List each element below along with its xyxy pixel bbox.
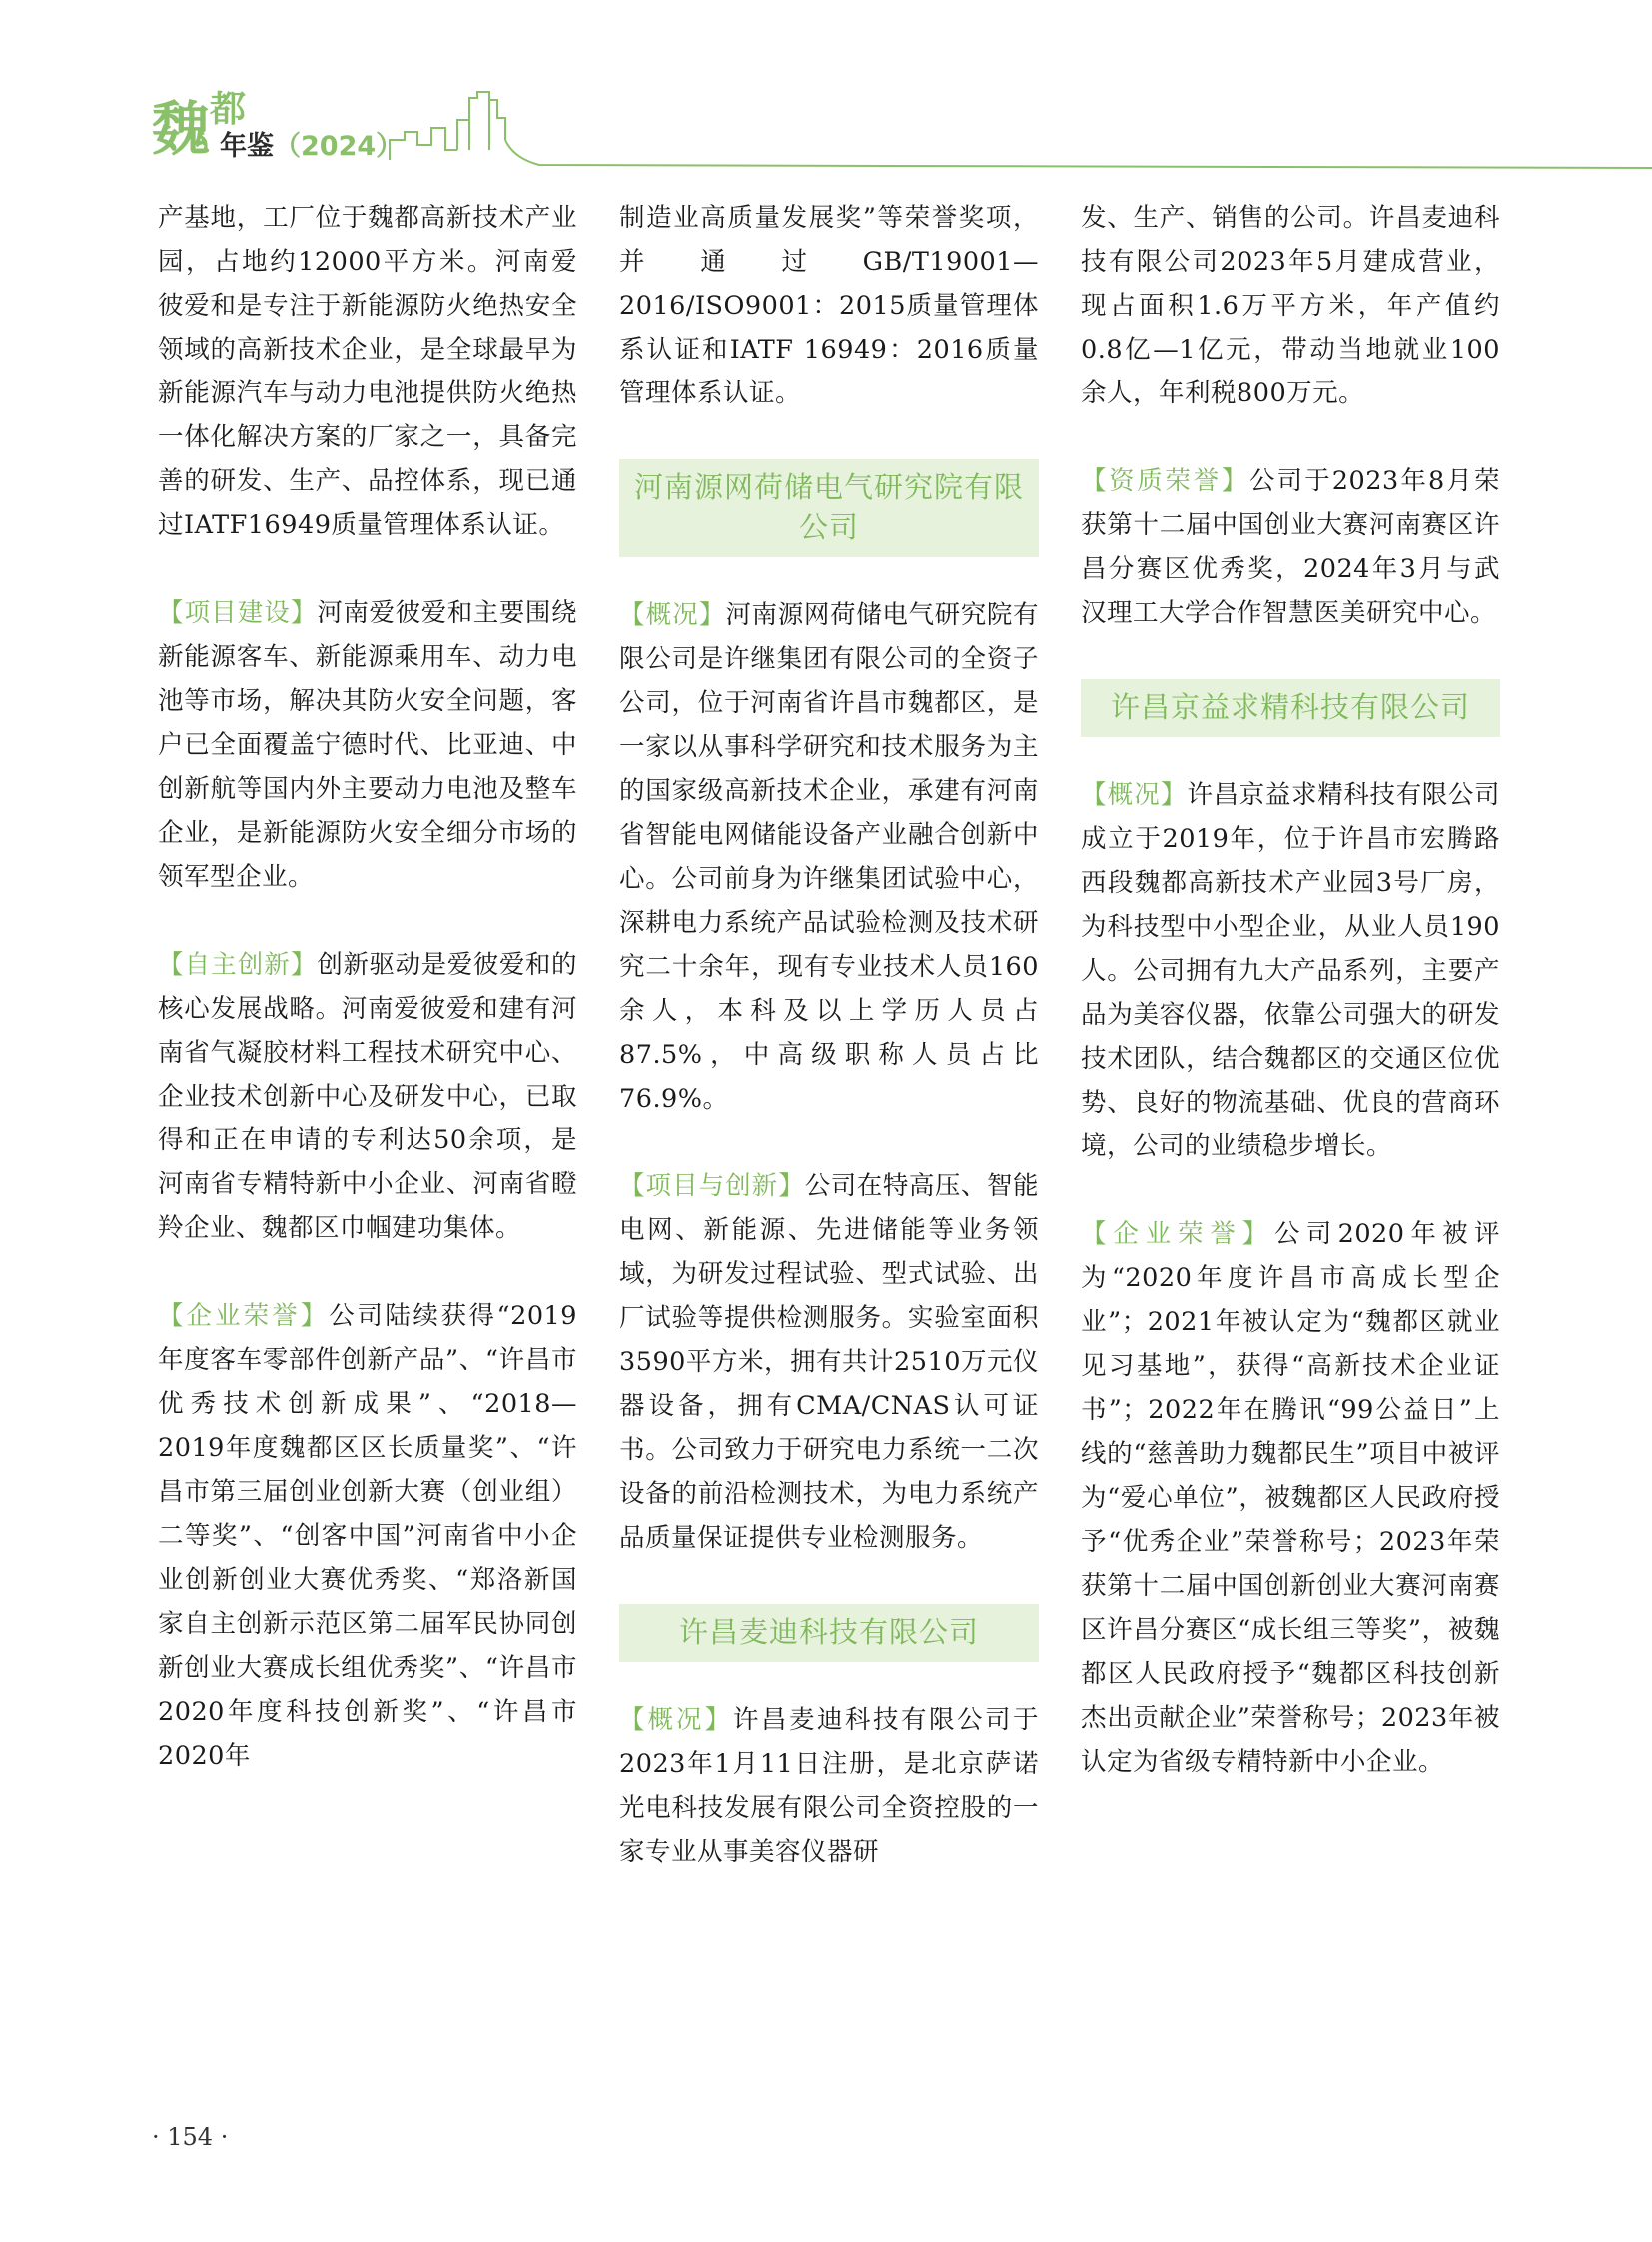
paragraph-text: 许昌麦迪科技有限公司于2023年1月11日注册，是北京萨诺光电科技发展有限公司全资控股的一家专业从事美容仪器研 <box>619 1705 1039 1867</box>
page-number: · 154 · <box>152 2123 229 2151</box>
section-tag: 【项目建设】 <box>158 598 318 628</box>
section-tag: 【概况】 <box>1081 780 1188 810</box>
paragraph-text: 公司2020年被评为“2020年度许昌市高成长型企业”；2021年被认定为“魏都区就业见习基地”，获得“高新技术企业证书”；2022年在腾讯“99公益日”上线的“慈善助力魏都民生”项目中被评为“爱心单位”，被魏都区人民政府授予“优秀企业”荣誉称号；2023年荣获第十二届中国创新创业大赛河南赛区许昌分赛区“成长组三等奖”，被魏都区人民政府授予“魏都区科技创新杰出贡献企业”荣誉称号；2023年被认定为省级专精特新中小企业。 <box>1081 1219 1500 1777</box>
paragraph-text: 创新驱动是爱彼爱和的核心发展战略。河南爱彼爱和建有河南省气凝胶材料工程技术研究中心、企业技术创新中心及研发中心，已取得和正在申请的专利达50余项，是河南省专精特新中小企业、河南省瞪羚企业、魏都区巾帼建功集体。 <box>158 950 577 1243</box>
section-tag: 【概况】 <box>619 1705 733 1735</box>
logo-nianjian: 年鉴 <box>220 131 274 162</box>
section-tag: 【自主创新】 <box>158 950 318 980</box>
company-banner: 许昌麦迪科技有限公司 <box>619 1604 1039 1662</box>
column-3 <box>1081 196 1500 1828</box>
logo-year: （2024） <box>274 131 404 162</box>
paragraph <box>1081 196 1500 415</box>
paragraph <box>1081 459 1500 635</box>
paragraph-text: 河南爱彼爱和主要围绕新能源客车、新能源乘用车、动力电池等市场，解决其防火安全问题，客户已全面覆盖宁德时代、比亚迪、中创新航等国内外主要动力电池及整车企业，是新能源防火安全细分市场的领军型企业。 <box>158 598 577 892</box>
column-2 <box>619 196 1039 1917</box>
logo-wei: 魏 <box>152 95 211 163</box>
paragraph-text: 发、生产、销售的公司。许昌麦迪科技有限公司2023年5月建成营业，现占面积1.6万平方米，年产值约0.8亿—1亿元，带动当地就业100余人，年利税800万元。 <box>1081 203 1500 408</box>
paragraph <box>619 593 1039 1121</box>
paragraph <box>158 943 577 1250</box>
paragraph <box>619 1164 1039 1560</box>
section-tag: 【概况】 <box>619 600 726 630</box>
company-banner: 河南源网荷储电气研究院有限公司 <box>619 459 1039 557</box>
paragraph <box>619 1698 1039 1873</box>
paragraph-text: 河南源网荷储电气研究院有限公司是许继集团有限公司的全资子公司，位于河南省许昌市魏都区，是一家以从事科学研究和技术服务为主的国家级高新技术企业，承建有河南省智能电网储能设备产业融合创新中心。公司前身为许继集团试验中心，深耕电力系统产品试验检测及技术研究二十余年，现有专业技术人员160余人，本科及以上学历人员占87.5%，中高级职称人员占比76.9%。 <box>619 600 1039 1114</box>
paragraph-text: 产基地，工厂位于魏都高新技术产业园，占地约12000平方米。河南爱彼爱和是专注于新能源防火绝热安全领域的高新技术企业，是全球最早为新能源汽车与动力电池提供防火绝热一体化解决方案的厂家之一，具备完善的研发、生产、品控体系，现已通过IATF16949质量管理体系认证。 <box>158 203 577 540</box>
paragraph <box>1081 1212 1500 1784</box>
section-tag: 【项目与创新】 <box>619 1171 805 1201</box>
paragraph <box>158 196 577 547</box>
paragraph-text: 公司于2023年8月荣获第十二届中国创业大赛河南赛区许昌分赛区优秀奖，2024年3月与武汉理工大学合作智慧医美研究中心。 <box>1081 466 1500 628</box>
paragraph-text: 公司在特高压、智能电网、新能源、先进储能等业务领域，为研发过程试验、型式试验、出厂试验等提供检测服务。实验室面积3590平方米，拥有共计2510万元仪器设备，拥有CMA/CNAS认可证书。公司致力于研究电力系统一二次设备的前沿检测技术，为电力系统产品质量保证提供专业检测服务。 <box>619 1171 1039 1553</box>
section-tag: 【企业荣誉】 <box>1081 1219 1274 1249</box>
paragraph <box>1081 773 1500 1168</box>
section-tag: 【资质荣誉】 <box>1081 466 1249 496</box>
paragraph-text: 制造业高质量发展奖”等荣誉奖项，并通过GB/T19001—2016/ISO9001：2015质量管理体系认证和IATF 16949：2016质量管理体系认证。 <box>619 203 1039 408</box>
company-banner: 许昌京益求精科技有限公司 <box>1081 679 1500 737</box>
paragraph-text: 公司陆续获得“2019年度客车零部件创新产品”、“许昌市优秀技术创新成果”、“2018—2019年度魏都区区长质量奖”、“许昌市第三届创业创新大赛（创业组）二等奖”、“创客中国”河南省中小企业创新创业大赛优秀奖、“郑洛新国家自主创新示范区第二届军民协同创新创业大赛成长组优秀奖”、“许昌市2020年度科技创新奖”、“许昌市2020年 <box>158 1301 577 1771</box>
paragraph <box>158 591 577 899</box>
column-1 <box>158 196 577 1822</box>
paragraph <box>158 1294 577 1778</box>
paragraph <box>619 196 1039 415</box>
paragraph-text: 许昌京益求精科技有限公司成立于2019年，位于许昌市宏腾路西段魏都高新技术产业园3号厂房，为科技型中小型企业，从业人员190人。公司拥有九大产品系列，主要产品为美容仪器，依靠公司强大的研发技术团队，结合魏都区的交通区位优势、良好的物流基础、优良的营商环境，公司的业绩稳步增长。 <box>1081 780 1500 1161</box>
logo-du: 都 <box>210 89 247 130</box>
section-tag: 【企业荣誉】 <box>158 1301 330 1331</box>
page-header <box>0 0 1652 180</box>
